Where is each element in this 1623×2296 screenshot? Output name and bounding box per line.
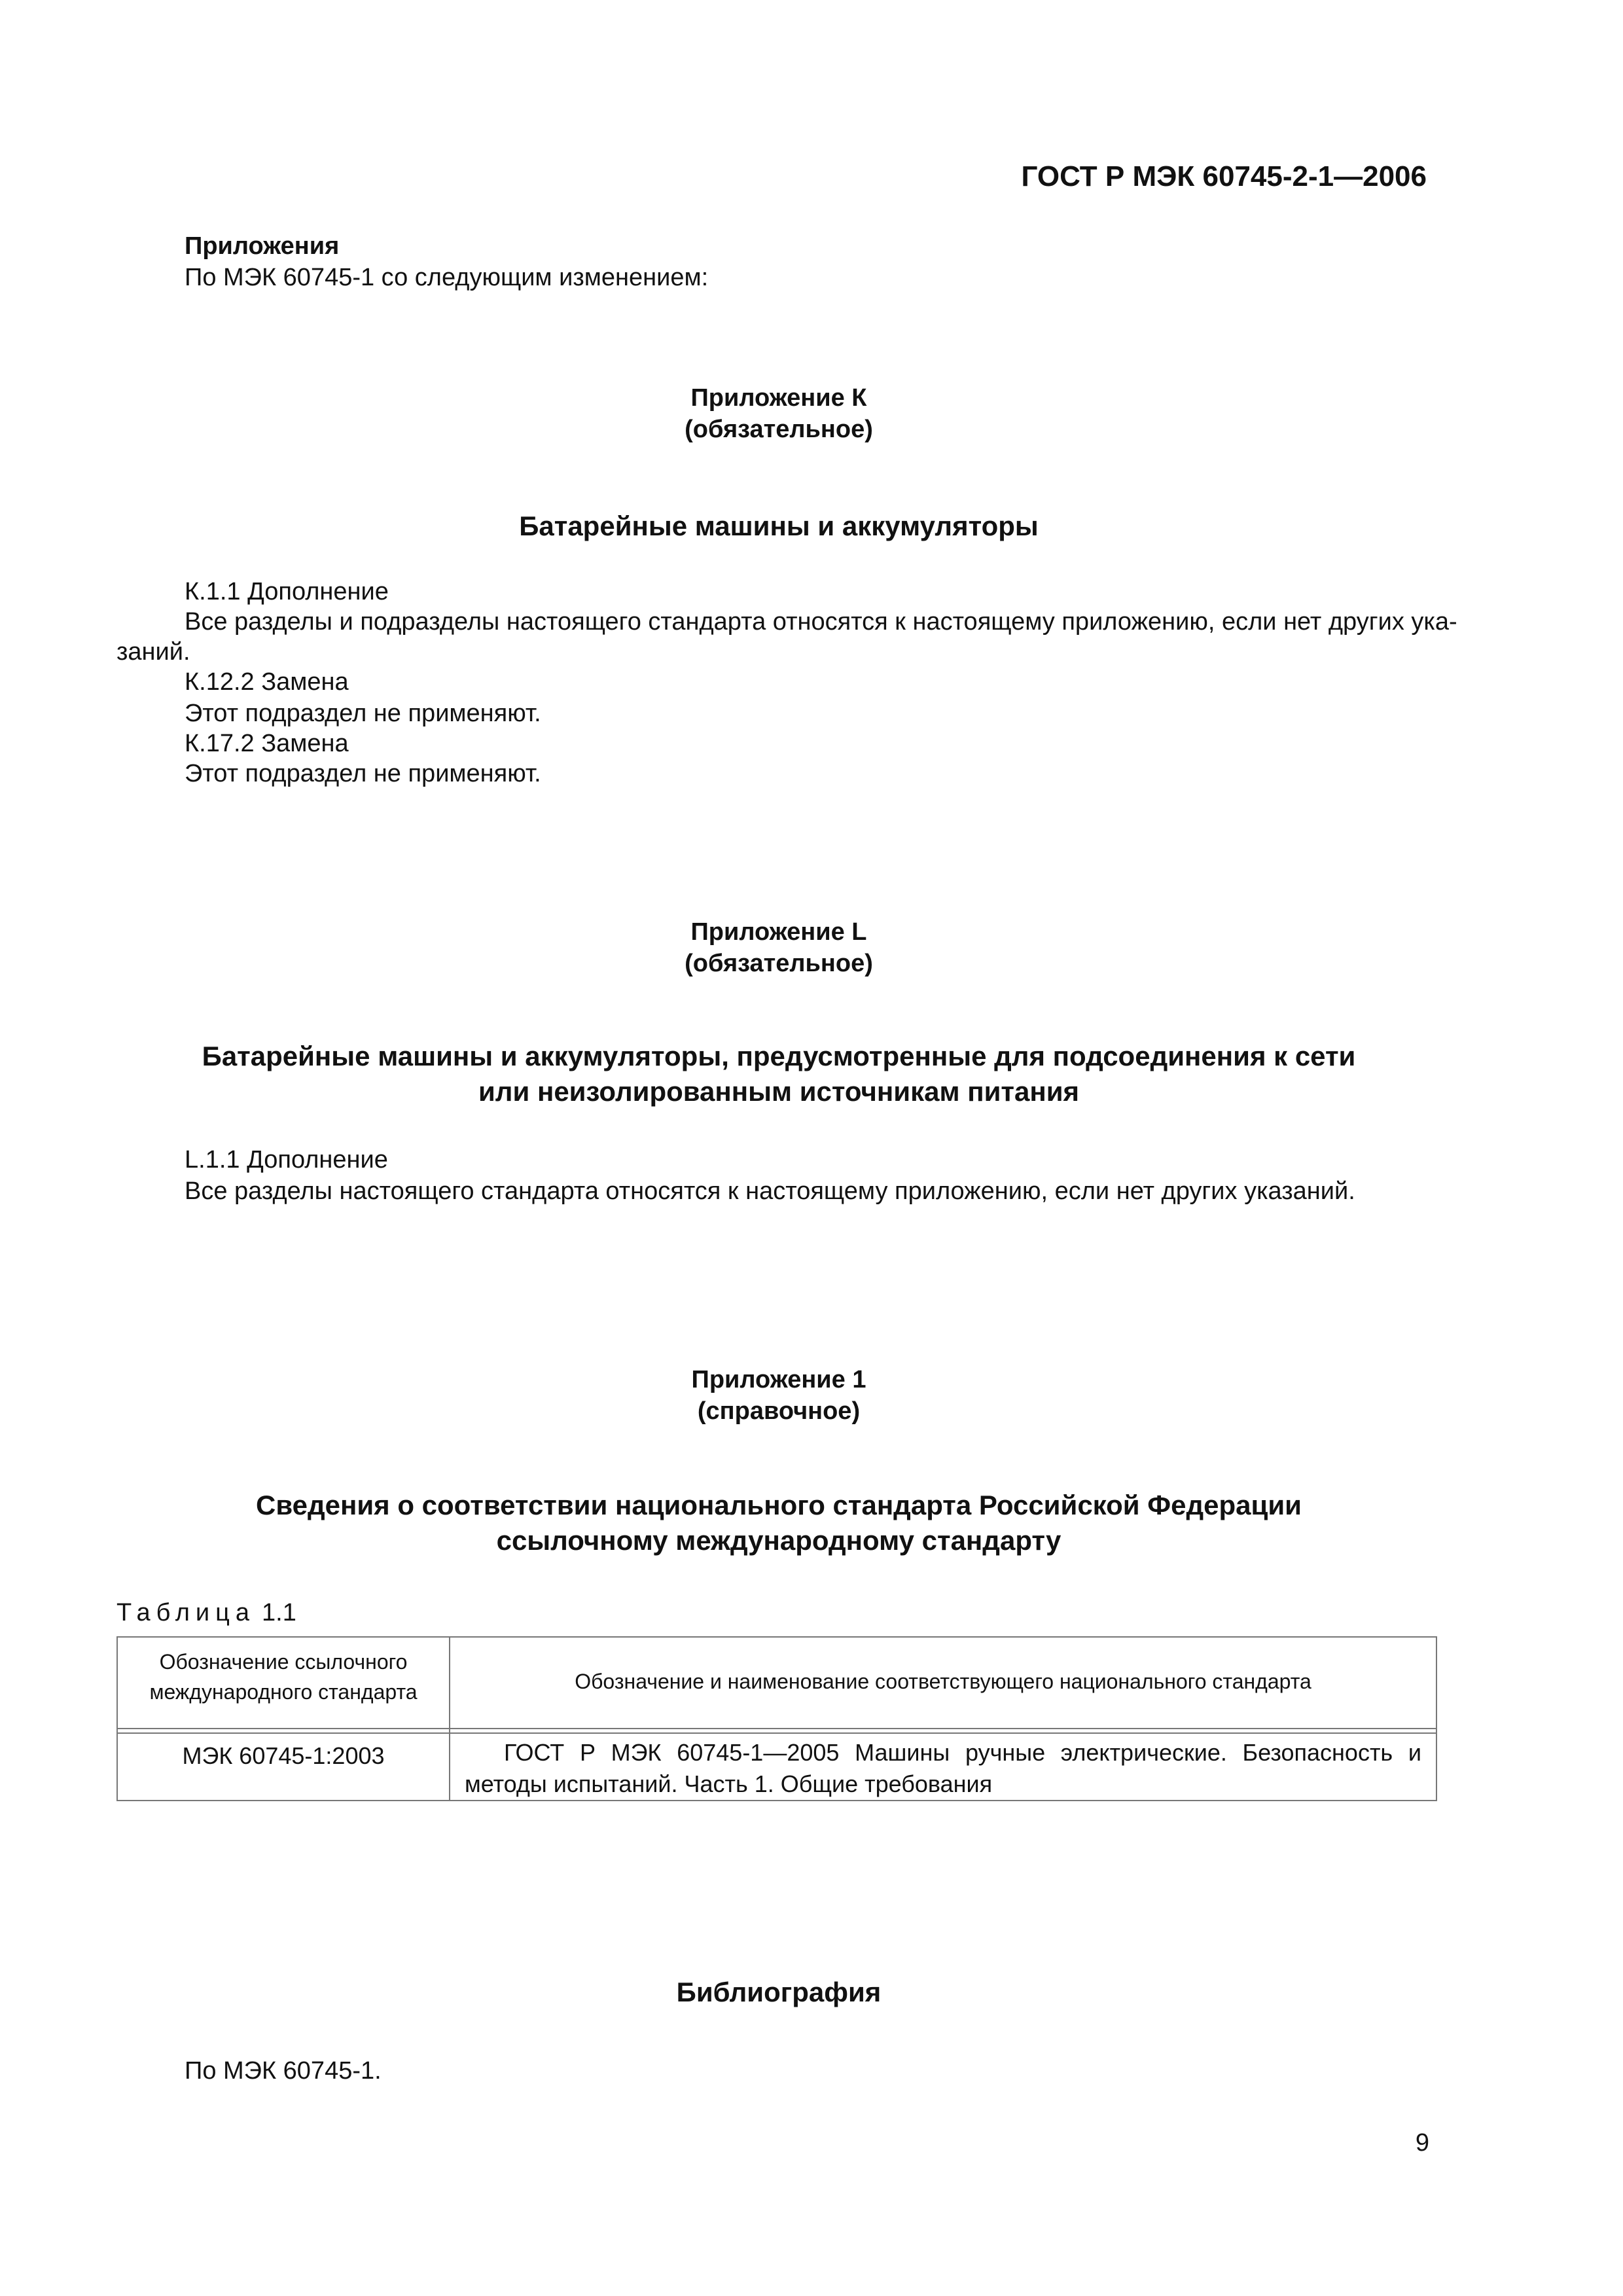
correspondence-table [116, 1636, 1437, 1801]
appendix-k-line: Все разделы и подразделы настоящего стандарта относятся к настоящему приложению, если нет других ука- [185, 608, 1457, 636]
page-number: 9 [1415, 2129, 1429, 2157]
appendix-l-line: L.1.1 Дополнение [185, 1146, 388, 1174]
appendices-title: Приложения [185, 232, 340, 260]
table-caption-number: 1.1 [262, 1599, 296, 1626]
appendix-1-title-line1: Сведения о соответствии национального стандарта Российской Федерации [256, 1490, 1302, 1520]
appendix-1-label: Приложение 1 [691, 1366, 866, 1393]
appendix-l-title-line2: или неизолированным источникам питания [478, 1076, 1080, 1107]
document-header-id: ГОСТ Р МЭК 60745-2-1—2006 [1021, 160, 1427, 192]
appendix-1-status: (справочное) [697, 1397, 861, 1425]
table-cell-national-line: ГОСТ Р МЭК 60745-1—2005 Машины ручные электрические. Безопасность и [504, 1739, 1421, 1766]
appendix-k-line: заний. [116, 638, 190, 666]
bibliography-text: По МЭК 60745-1. [185, 2057, 382, 2085]
appendix-k-status: (обязательное) [685, 416, 873, 443]
table-header-divider [118, 1728, 1436, 1729]
appendix-k-line: К.17.2 Замена [185, 730, 349, 757]
appendix-k-line: Этот подраздел не применяют. [185, 760, 541, 787]
bibliography-title: Библиография [676, 1977, 882, 2007]
appendix-1-title-line2: ссылочному международному стандарту [496, 1525, 1061, 1556]
table-cell-ref: МЭК 60745-1:2003 [182, 1742, 385, 1769]
appendices-intro-text: По МЭК 60745-1 со следующим изменением: [185, 264, 709, 291]
table-header-cell: Обозначение ссылочного международного стандарта [149, 1650, 418, 1704]
table-cell-national-line: методы испытаний. Часть 1. Общие требования [465, 1770, 993, 1797]
appendix-k-label: Приложение К [690, 384, 867, 412]
appendix-k-line: К.12.2 Замена [185, 668, 349, 696]
appendix-l-status: (обязательное) [685, 950, 873, 977]
appendix-k-title: Батарейные машины и аккумуляторы [519, 511, 1039, 541]
appendix-k-line: К.1.1 Дополнение [185, 578, 389, 605]
table-header-cell: Обозначение и наименование соответствующего национального стандарта [575, 1670, 1311, 1693]
appendix-k-line: Этот подраздел не применяют. [185, 700, 541, 727]
table-caption [116, 1597, 296, 1628]
appendix-l-line: Все разделы настоящего стандарта относятся к настоящему приложению, если нет других указаний. [185, 1177, 1355, 1205]
table-caption-word: Таблица [116, 1599, 255, 1626]
appendix-l-label: Приложение L [690, 918, 867, 946]
appendix-l-title-line1: Батарейные машины и аккумуляторы, предусмотренные для подсоединения к сети [202, 1041, 1356, 1071]
table-cell-national [450, 1737, 1436, 1800]
table-header-divider [118, 1732, 1436, 1734]
